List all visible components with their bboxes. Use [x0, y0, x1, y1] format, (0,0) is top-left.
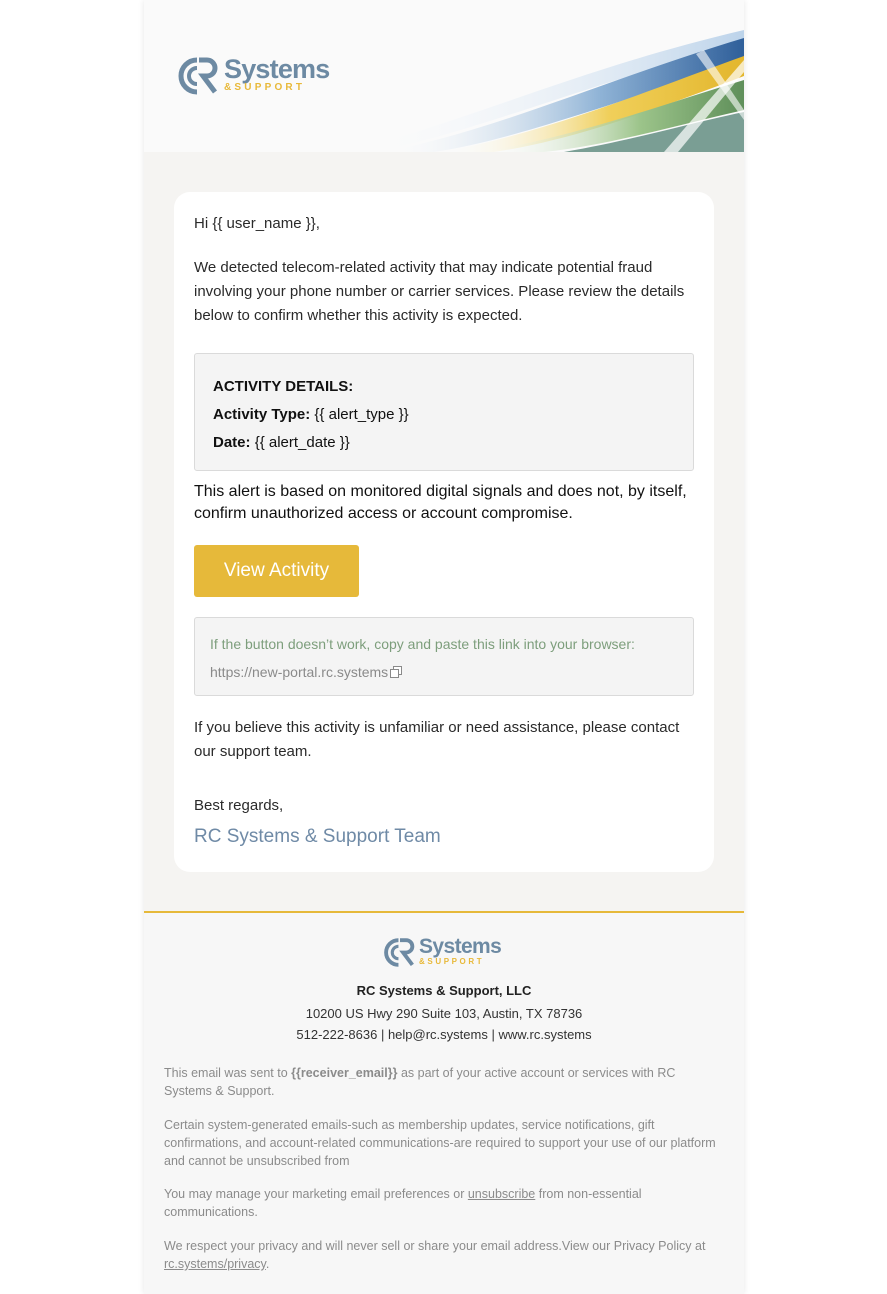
website-link[interactable]: www.rc.systems [498, 1027, 592, 1042]
greeting: Hi {{ user_name }}, [194, 215, 320, 232]
logo-wordmark: Systems [224, 54, 330, 84]
phone-link[interactable]: 512-222-8636 [296, 1027, 378, 1042]
rc-logo-icon [383, 937, 417, 968]
message-card [174, 192, 714, 872]
privacy-link[interactable]: rc.systems/privacy [164, 1257, 266, 1271]
sent-to-notice: This email was sent to {{receiver_email}} as part of your active account or services with RC Systems & Support. [164, 1066, 676, 1098]
logo-subtext: &SUPPORT [224, 82, 306, 93]
fallback-link-box [194, 617, 694, 696]
intro-paragraph: We detected telecom-related activity that may indicate potential fraud involving your phone number or carrier services. Please review the details below to confirm whether this activity is expected. [194, 259, 685, 324]
footer-logo[interactable] [383, 937, 501, 968]
help-paragraph: If you believe this activity is unfamiliar or need assistance, please contact our support team. [194, 719, 680, 760]
required-emails-notice: Certain system-generated emails-such as membership updates, service notifications, gift confirmations, and account-related communications-are required to support your use of our platform and cannot be unsubscribed from [164, 1118, 716, 1168]
activity-details-box [194, 353, 694, 471]
link-hint: If the button doesn’t work, copy and paste this link into your browser: [210, 636, 635, 652]
disclaimer-text: This alert is based on monitored digital signals and does not, by itself, confirm unauthorized access or account compromise. [194, 483, 687, 522]
footer-logo-wordmark: Systems [419, 935, 502, 958]
preferences-notice: You may manage your marketing email preferences or unsubscribe from non-essential communications. [164, 1187, 642, 1219]
email-footer [144, 913, 744, 1294]
email-link[interactable]: help@rc.systems [387, 1027, 488, 1042]
privacy-notice: We respect your privacy and will never sell or share your email address.View our Privacy Policy at rc.systems/privacy. [164, 1239, 706, 1271]
copy-icon[interactable] [390, 666, 402, 678]
email-container [144, 0, 744, 1294]
regards-text: Best regards, [194, 797, 284, 814]
header-logo[interactable] [177, 56, 329, 96]
date-row [213, 429, 675, 457]
company-name: RC Systems & Support, LLC [356, 983, 532, 998]
portal-link[interactable]: https://new-portal.rc.systems [210, 664, 389, 680]
rc-logo-icon [177, 56, 221, 96]
activity-type-value: {{ alert_type }} [314, 406, 409, 423]
receiver-email: {{receiver_email}} [291, 1066, 398, 1080]
footer-logo-subtext: &SUPPORT [419, 957, 485, 966]
separator: | [377, 1027, 388, 1042]
view-activity-button[interactable]: View Activity [194, 545, 359, 597]
contact-line [144, 1027, 744, 1042]
activity-type-label: Activity Type: [213, 406, 311, 423]
company-address: 10200 US Hwy 290 Suite 103, Austin, TX 78736 [305, 1006, 583, 1021]
email-header [144, 0, 744, 152]
separator: | [487, 1027, 499, 1042]
date-value: {{ alert_date }} [254, 434, 350, 451]
date-label: Date: [213, 434, 251, 451]
details-heading: ACTIVITY DETAILS: [213, 378, 354, 395]
team-signature: RC Systems & Support Team [194, 826, 441, 847]
unsubscribe-link[interactable]: unsubscribe [467, 1187, 536, 1201]
activity-type-row [213, 401, 675, 429]
